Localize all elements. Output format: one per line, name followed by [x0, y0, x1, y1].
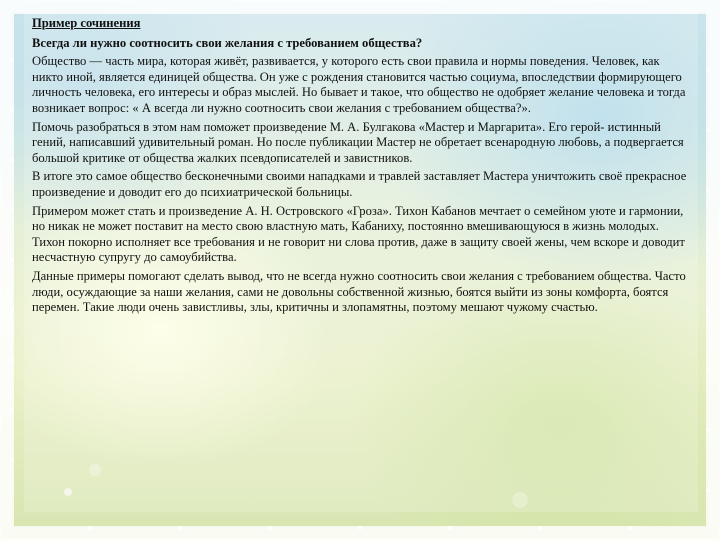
essay-paragraph-5: Данные примеры помогают сделать вывод, что не всегда нужно соотносить свои желания с требованием общества. Часто люди, осуждающие за наши желания, сами не довольны собственной жизнью, боятся выйти из зоны комфорта, боятся перемен. Такие люди очень завистливы, злы, критичны и злопамятны, поэтому мешают чужому счастью.: [32, 268, 686, 315]
essay-paragraph-4: Примером может стать и произведение А. Н. Островского «Гроза». Тихон Кабанов мечтает о семейном уюте и гармонии, но никак не может поставит на место свою властную мать, Кабаниху, постоянно вмешивающуюся в жизнь молодых. Тихон покорно исполняет все требования и не говорит ни слова против, даже в защиту своей жены, чем вскоре и доводит несчастную супругу до самоубийства.: [32, 203, 685, 265]
essay-paragraph-3: В итоге это самое общество бесконечными своими нападками и травлей заставляет Мастера уничтожить своё прекрасное произведение и доводит его до психиатрической больницы.: [32, 169, 687, 199]
essay-heading: Пример сочинения: [32, 16, 141, 30]
essay-question: Всегда ли нужно соотносить свои желания с требованием общества?: [32, 35, 423, 50]
essay-paragraph-2: Помочь разобраться в этом нам поможет произведение М. А. Булгакова «Мастер и Маргарита». Его герой- истинный гений, написавший удивительный роман. Но после публикации Мастер не обретает всенародную любовь, а подвергается большой критике от общества жалких псевдописателей и завистников.: [32, 119, 684, 165]
essay-paragraph-1: Общество — часть мира, которая живёт, развивается, у которого есть свои правила и нормы поведения. Человек, как никто иной, является единицей общества. Он уже с рождения становится частью социума, впоследствии формирующего личность человека, его интересы и образ мыслей. Но бывает и такое, что общество не одобряет желание человека и тогда возникает вопрос: « А всегда ли нужно соотносить свои желания с требованием общества?».: [32, 54, 686, 115]
essay-content: [32, 16, 692, 319]
